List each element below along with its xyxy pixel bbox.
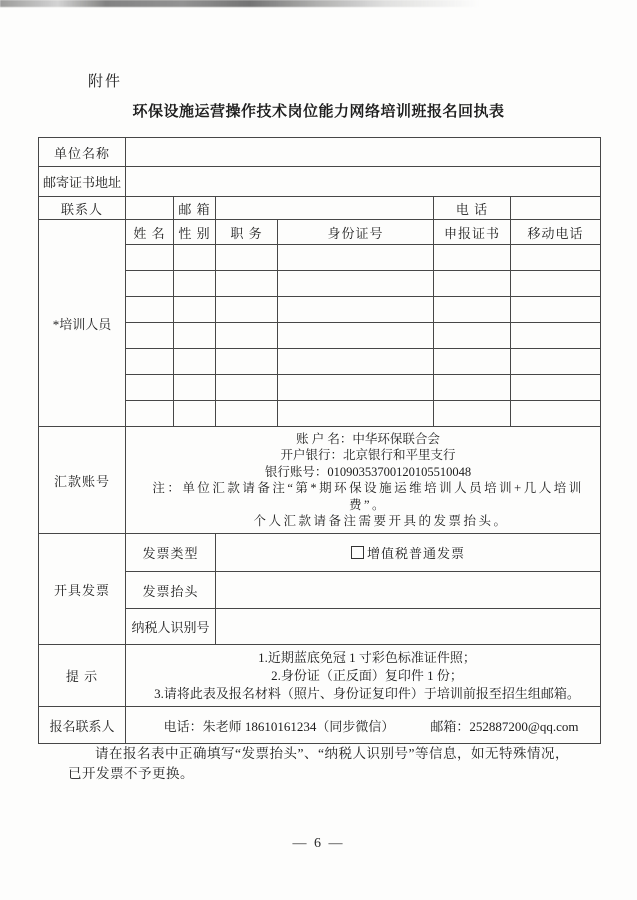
tip-item-2: 2.身份证（正反面）复印件 1 份； xyxy=(271,667,463,683)
unit-name-label: 单位名称 xyxy=(39,138,126,167)
table-row xyxy=(39,197,601,220)
invoice-type-value: 增值税普通发票 xyxy=(367,546,466,562)
remittance-row xyxy=(39,427,601,534)
remittance-label: 汇款账号 xyxy=(39,427,126,534)
invoice-label: 开具发票 xyxy=(39,534,126,645)
invoice-type-row xyxy=(39,534,601,572)
trainee-header-row xyxy=(39,220,601,245)
mail-address-value-cell xyxy=(126,167,601,197)
trainee-col-name: 姓 名 xyxy=(126,220,174,245)
trainee-col-position: 职 务 xyxy=(216,220,278,245)
unit-name-value-cell xyxy=(126,138,601,167)
table-row xyxy=(39,167,601,197)
trainee-col-id-number: 身份证号 xyxy=(278,220,434,245)
scan-artifact-top-edge xyxy=(0,0,480,7)
invoice-title-label: 发票抬头 xyxy=(126,572,216,609)
contact-label: 联系人 xyxy=(39,197,126,220)
remittance-bank: 开户银行：北京银行和平里支行 xyxy=(280,448,456,463)
remittance-account-number: 银行账号：01090353700120105510048 xyxy=(264,464,472,479)
footer-note-line-2: 已开发票不予更换。 xyxy=(68,766,194,781)
taxpayer-id-value-cell xyxy=(216,609,601,645)
registration-contact-label: 报名联系人 xyxy=(39,707,126,744)
trainees-label: *培训人员 xyxy=(39,220,126,427)
registration-contact-row xyxy=(39,707,601,744)
tip-item-3: 3.请将此表及报名材料（照片、身份证复印件）于培训前报至招生组邮箱。 xyxy=(154,685,580,701)
tips-row xyxy=(39,645,601,707)
table-row xyxy=(39,138,601,167)
registration-contact-phone: 电话：朱老师 18610161234（同步微信） xyxy=(163,718,395,734)
trainee-col-gender: 性 别 xyxy=(174,220,216,245)
phone-label: 电 话 xyxy=(434,197,511,220)
registration-contact-email: 邮箱：252887200@qq.com xyxy=(430,718,579,734)
attachment-label: 附件 xyxy=(88,74,123,90)
page-title: 环保设施运营操作技术岗位能力网络培训班报名回执表 xyxy=(132,104,505,120)
registration-form-table xyxy=(38,137,601,744)
registration-contact-cell xyxy=(126,707,601,744)
trainee-col-certificate: 申报证书 xyxy=(434,220,511,245)
contact-value-cell xyxy=(126,197,174,220)
tips-label: 提 示 xyxy=(39,645,126,707)
tip-item-1: 1.近期蓝底免冠 1 寸彩色标准证件照； xyxy=(258,649,476,665)
footer-note-line-1: 请在报名表中正确填写“发票抬头”、“纳税人识别号”等信息，如无特殊情况， xyxy=(95,746,569,761)
invoice-type-value-cell xyxy=(216,534,601,572)
mail-address-label: 邮寄证书地址 xyxy=(39,167,126,197)
email-value-cell xyxy=(216,197,434,220)
checkbox-unchecked-icon xyxy=(351,546,364,559)
tips-content-cell xyxy=(126,645,601,707)
footer-note xyxy=(68,744,580,784)
remittance-account-name: 账 户 名：中华环保联合会 xyxy=(296,432,440,446)
invoice-type-label: 发票类型 xyxy=(126,534,216,572)
page-number: — 6 — xyxy=(292,836,345,851)
remittance-info-cell xyxy=(126,427,601,534)
email-label: 邮 箱 xyxy=(174,197,216,220)
trainee-col-mobile: 移动电话 xyxy=(511,220,601,245)
taxpayer-id-label: 纳税人识别号 xyxy=(126,609,216,645)
phone-value-cell xyxy=(511,197,601,220)
invoice-title-value-cell xyxy=(216,572,601,609)
remittance-note-2: 个人汇款请备注需要开具的发票抬头。 xyxy=(253,514,509,529)
remittance-note-1: 注：单位汇款请备注“第*期环保设施运维培训人员培训+几人培训费”。 xyxy=(152,481,584,512)
